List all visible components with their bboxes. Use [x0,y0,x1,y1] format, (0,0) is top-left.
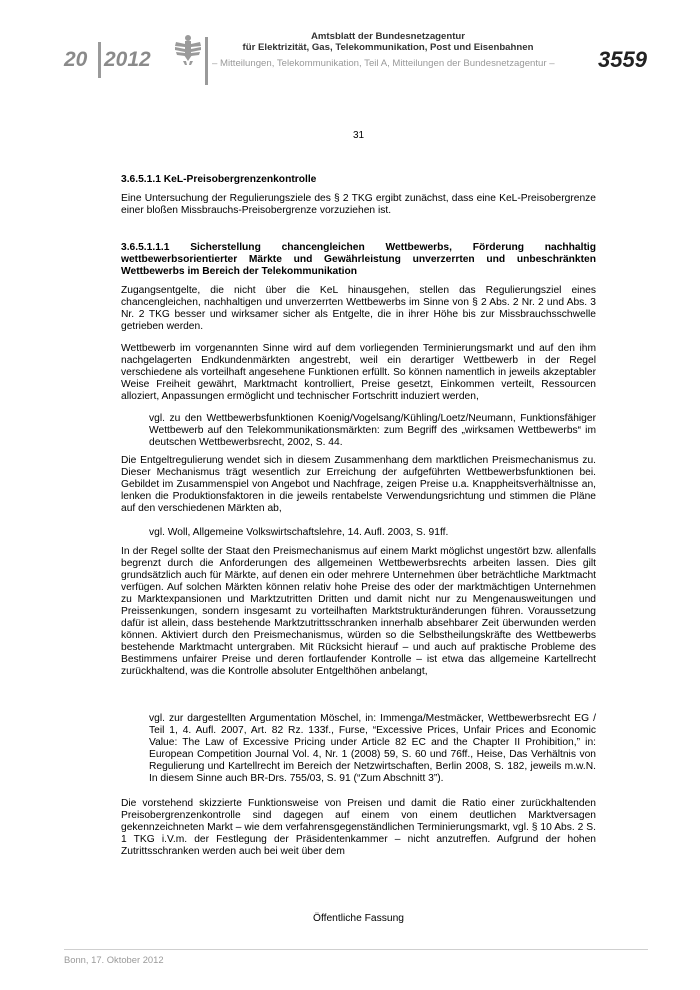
issue-number: 20 [64,48,88,71]
version-label: Öffentliche Fassung [313,913,404,924]
section-heading: 3.6.5.1.1 KeL-Preisobergrenzenkontrolle [121,174,317,185]
agency-title: Amtsblatt der Bundesnetzagentur [310,31,466,42]
citation: vgl. zu den Wettbewerbsfunktionen Koenig/Vogelsang/Kühling/Loetz/Neumann, Funktionsfähiger Wettbewerb auf den Telekommunikationsmärkten: zum Begriff des „wirksamen Wettbewerbs“ im deutschen Wettbewerbsrecht, 2002, S. 44. [149,413,596,448]
paragraph: Wettbewerb im vorgenannten Sinne wird auf dem vorliegenden Terminierungsmarkt und auf den ihm nachgelagerten Endkundenmärkten angestrebt, weil ein derartiger Wettbewerb in der Regel verschiedene als vorteilhaft angesehene Funktionen erfüllt. So können namentlich in jeweils akzeptabler Weise Freiheit gewährt, Marktmacht kontrolliert, Preise gesetzt, Einkommen verteilt, Ressourcen alloziert, Anpassungen ermöglicht und technischer Fortschritt induziert werden, [121,343,596,402]
page-number: 3559 [598,47,647,72]
agency-subtitle: für Elektrizität, Gas, Telekommunikation, Post und Eisenbahnen [242,42,534,53]
paragraph: Die Entgeltregulierung wendet sich in diesem Zusammenhang dem marktlichen Preismechanismus zu. Dieser Mechanismus trägt wesentlich zur Erreichung der aufgeführten Wettbewerbsfunktionen bei. Gebildet im Zusammenspiel von Angebot und Nachfrage, zeigen Preise u.a. Knappheitsverhältnisse an, lenken die Produktionsfaktoren in die jeweils rentabelste Verwendungsrichtung und stimmen die Pläne auf den verschiedenen Märkten ab, [121,455,596,514]
inner-page-number: 31 [352,130,365,141]
subsection-heading: 3.6.5.1.1.1 Sicherstellung chancengleichen Wettbewerbs, Förderung nachhaltig wettbewerbsorientierter Märkte und Gewährleistung unverzerrten und unbeschränkten Wettbewerbs im Bereich der Telekommunikation [121,242,596,277]
footer-date: Bonn, 17. Oktober 2012 [64,954,164,965]
citation: vgl. Woll, Allgemeine Volkswirtschaftslehre, 14. Aufl. 2003, S. 91ff. [149,527,449,538]
header-divider [205,37,208,85]
footer-divider [64,949,648,950]
section-line: – Mitteilungen, Telekommunikation, Teil A, Mitteilungen der Bundesnetzagentur – [212,58,555,69]
paragraph: In der Regel sollte der Staat den Preismechanismus auf einem Markt möglichst ungestört bzw. allenfalls begrenzt durch die Anforderungen des allgemeinen Wettbewerbsrechts arbeiten lassen. Dies gilt grundsätzlich auch für Märkte, auf denen ein oder mehrere Unternehmen über beträchtliche Marktmacht verfügen. Auf solchen Märkten können relativ hohe Preise des oder der marktmächtigen Unternehmen zu Marktexpansionen und Marktzutritten Dritten und damit nicht nur zu Mengenausweitungen und Preissenkungen, sondern insgesamt zu vorteilhaften Marktstrukturänderungen führen. Voraussetzung dafür ist allein, dass bestehende Marktzutrittsschranken innerhalb absehbarer Zeit überwunden werden können. Aktiviert durch den Preismechanismus, würden so die Selbstheilungskräfte des Wettbewerbs bestehende Marktmacht untergraben. Mit Rücksicht hierauf – und auch auf praktische Probleme des Bestimmens unfairer Preise und deren fortlaufender Kontrolle – ist etwa das allgemeine Kartellrecht zurückhaltend, was die Kontrolle absoluter Entgelthöhen anbelangt, [121,546,596,677]
paragraph: Die vorstehend skizzierte Funktionsweise von Preisen und damit die Ratio einer zurückhaltenden Preisobergrenzenkontrolle sind dagegen auf einem von einem deutlichen Marktversagen gekennzeichneten Markt – wie dem verfahrensgegenständlichen Terminierungsmarkt, vgl. § 10 Abs. 2 S. 1 TKG i.V.m. der Festlegung der Präsidentenkammer – nicht anzutreffen. Aufgrund der hohen Zutrittsschranken werden auch bei weit über dem [121,798,596,857]
paragraph: Eine Untersuchung der Regulierungsziele des § 2 TKG ergibt zunächst, dass eine KeL-Preisobergrenze einer bloßen Missbrauchs-Preisobergrenze vorzuziehen ist. [121,193,596,216]
paragraph: Zugangsentgelte, die nicht über die KeL hinausgehen, stellen das Regulierungsziel eines chancengleichen, nachhaltigen und unverzerrten Wettbewerbs im Sinne von § 2 Abs. 2 Nr. 2 und Abs. 3 Nr. 2 TKG besser und wirksamer sicher als Entgelte, die in ihrer Höhe bis zur Missbrauchsschwelle getrieben werden. [121,285,596,332]
citation: vgl. zur dargestellten Argumentation Möschel, in: Immenga/Mestmäcker, Wettbewerbsrecht EG / Teil 1, 4. Aufl. 2007, Art. 82 Rz. 133f., Furse, “Excessive Prices, Unfair Prices and Economic Value: The Law of Excessive Pricing under Article 82 EC and the Chapter II Prohibition,” in: European Competition Journal Vol. 4, Nr. 1 (2008) 59, S. 60 und 76ff., Heise, Das Verhältnis von Regulierung und Kartellrecht im Bereich der Netzwirtschaften, Berlin 2008, S. 182, jeweils m.w.N. In diesem Sinne auch BR-Drs. 755/03, S. 91 (“Zum Abschnitt 3”). [149,713,596,784]
issue-divider [98,42,101,78]
federal-eagle-icon [173,33,203,67]
issue-year: 2012 [104,48,151,71]
